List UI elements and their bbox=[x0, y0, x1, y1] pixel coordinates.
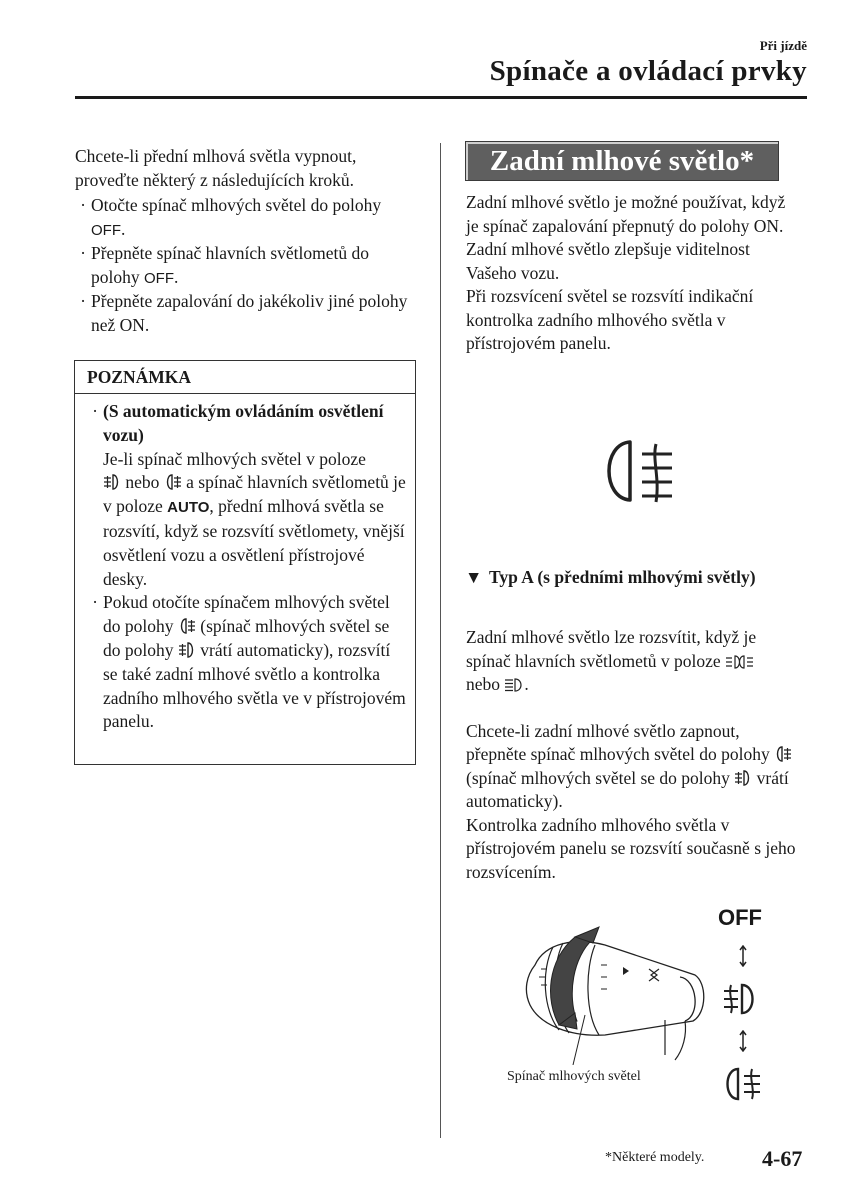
left-column bbox=[75, 145, 415, 337]
paragraph: Při rozsvícení světel se rozsvítí indikační kontrolka zadního mlhového světla v přístrojovém panelu. bbox=[466, 286, 754, 353]
note-item: · Pokud otočíte spínačem mlhových světel do polohy (spínač mlhových světel se do polohy vrátí automaticky), rozsvítí se také zadní mlhové světlo a kontrolka zadního mlhového světla ve v přístrojovém panelu. bbox=[92, 592, 406, 732]
paragraph: Chcete-li zadní mlhové světlo zapnout, přepněte spínač mlhových světel do polohy (spínač mlhových světel se do polohy vrátí automaticky). bbox=[466, 720, 801, 814]
footnote: *Některé modely. bbox=[605, 1150, 705, 1165]
section-title: Zadní mlhové světlo* bbox=[465, 141, 779, 181]
note-heading: POZNÁMKA bbox=[75, 361, 415, 394]
paragraph: Zadní mlhové světlo zlepšuje viditelnost Vašeho vozu. bbox=[466, 239, 750, 283]
note-body bbox=[75, 394, 415, 734]
rear-fog-light-icon bbox=[774, 745, 792, 763]
page-title: Spínače a ovládací prvky bbox=[489, 55, 807, 87]
front-fog-light-icon bbox=[103, 473, 121, 491]
paragraph: Kontrolka zadního mlhového světla v přístrojovém panelu se rozsvítí současně s jeho rozsvícením. bbox=[466, 814, 796, 882]
auto-position-label: AUTO bbox=[167, 499, 210, 517]
up-down-arrow-icon bbox=[738, 945, 748, 967]
note-item-title: (S automatickým ovládáním osvětlení vozu) bbox=[103, 401, 384, 445]
subheading: ▼ Typ A (s předními mlhovými světly) bbox=[465, 567, 756, 587]
intro-paragraph: Chcete-li přední mlhová světla vypnout, proveďte některý z následujících kroků. bbox=[75, 146, 357, 190]
right-intro bbox=[466, 191, 796, 356]
column-divider bbox=[440, 143, 441, 1138]
rear-fog-light-icon bbox=[178, 617, 196, 635]
rear-fog-light-icon bbox=[722, 1066, 762, 1102]
front-fog-light-icon bbox=[722, 982, 758, 1016]
rear-fog-light-icon bbox=[164, 473, 182, 491]
figure-caption: Spínač mlhových světel bbox=[507, 1069, 641, 1084]
headlight-icon bbox=[504, 677, 524, 693]
list-item: · Otočte spínač mlhových světel do polohy OFF. bbox=[80, 195, 382, 239]
front-fog-light-icon bbox=[178, 641, 196, 659]
off-position-label: OFF bbox=[718, 905, 762, 930]
running-header-section: Při jízdě bbox=[759, 38, 807, 53]
bullet-list bbox=[75, 194, 415, 337]
note-box bbox=[74, 360, 416, 765]
header-rule bbox=[75, 96, 807, 99]
list-item: · Přepněte zapalování do jakékoliv jiné polohy než ON. bbox=[80, 291, 408, 335]
parking-light-icon bbox=[725, 654, 755, 670]
paragraph: Zadní mlhové světlo je možné používat, když je spínač zapalování přepnutý do polohy ON. bbox=[466, 192, 786, 236]
fog-light-switch-illustration bbox=[515, 925, 710, 1065]
paragraph: Zadní mlhové světlo lze rozsvítit, když je spínač hlavních světlometů v poloze nebo . bbox=[466, 627, 757, 694]
page-number: 4-67 bbox=[762, 1146, 803, 1171]
rear-fog-light-indicator-icon bbox=[600, 438, 680, 508]
list-item: · Přepněte spínač hlavních světlometů do polohy OFF. bbox=[80, 243, 369, 287]
front-fog-light-icon bbox=[734, 769, 752, 787]
right-body bbox=[466, 626, 801, 884]
up-down-arrow-icon bbox=[738, 1030, 748, 1052]
note-item: · (S automatickým ovládáním osvětlení vozu) Je-li spínač mlhových světel v poloze nebo a spínač hlavních světlometů je v poloze AUTO, přední mlhová světla se rozsvítí, když se rozsvítí světlomety, vnější osvětlení vozu a osvětlení přístrojové desky. bbox=[92, 401, 406, 589]
